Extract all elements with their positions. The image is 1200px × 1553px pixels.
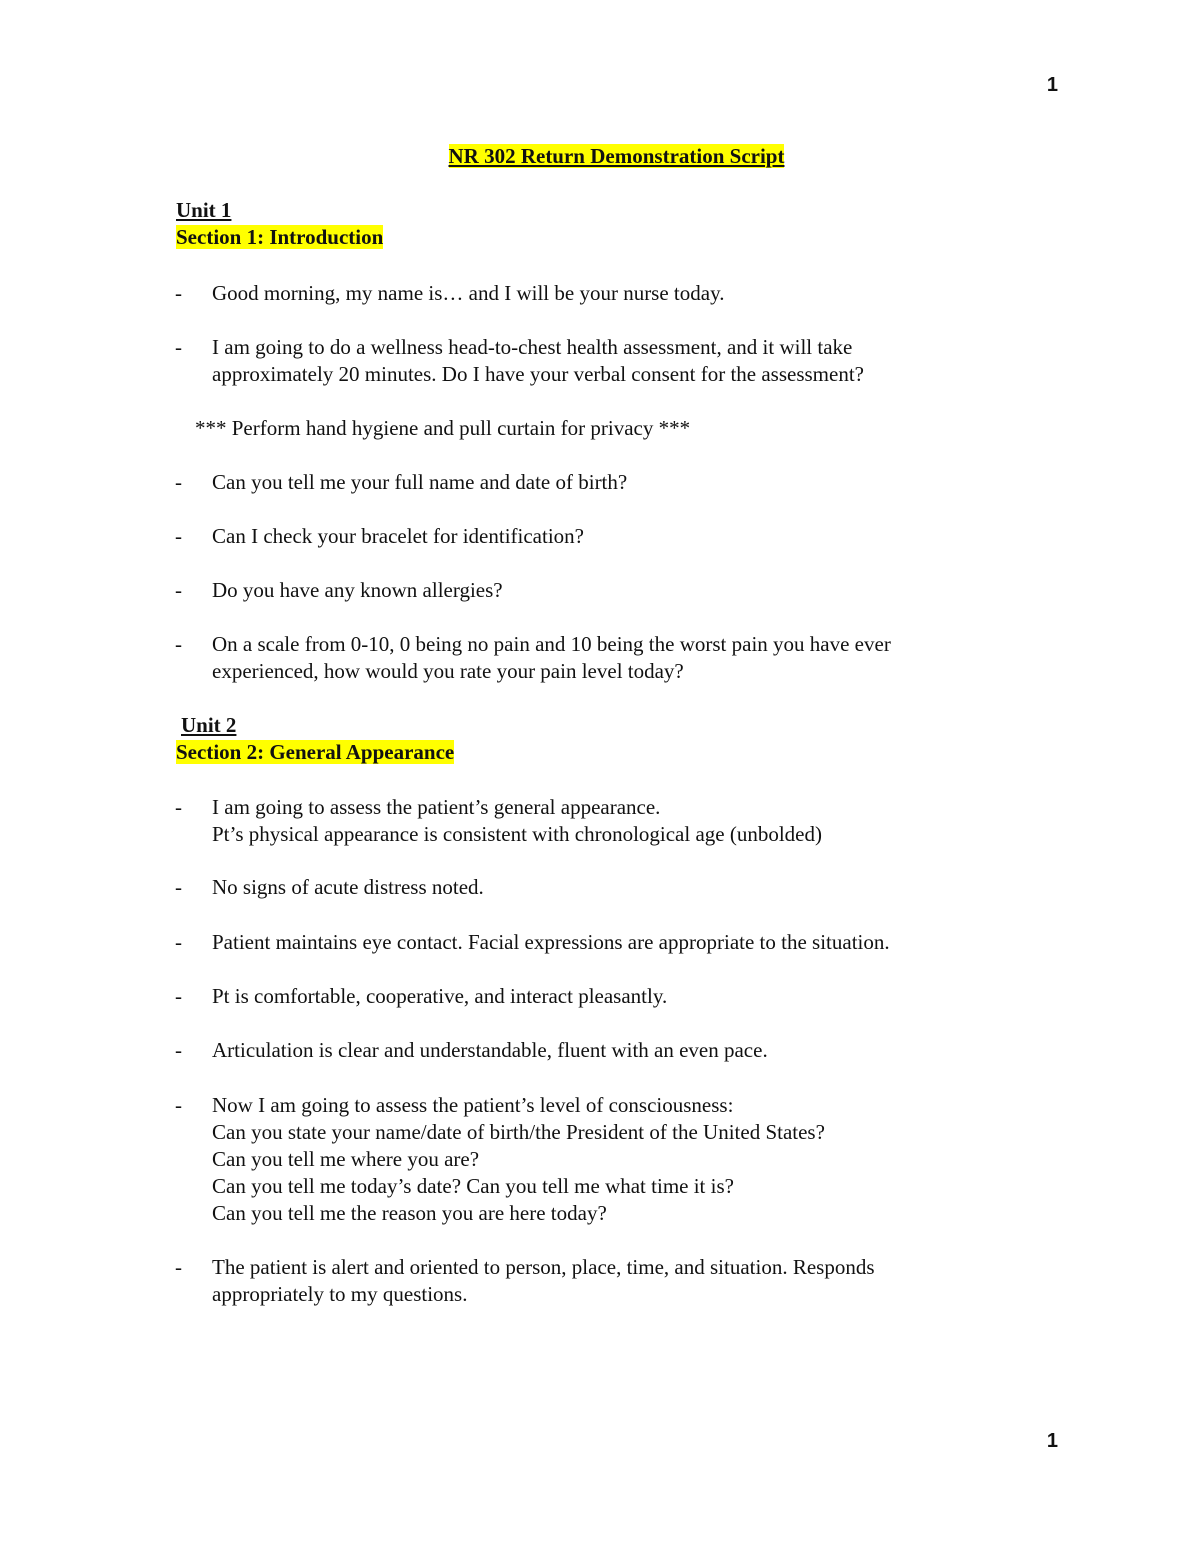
bullet-dash: - bbox=[175, 984, 182, 1008]
bullet-dash: - bbox=[175, 578, 182, 602]
item-line: appropriately to my questions. bbox=[212, 1282, 468, 1306]
item-line: Can you tell me where you are? bbox=[212, 1147, 480, 1171]
list-item bbox=[175, 469, 1035, 496]
item-line: Good morning, my name is… and I will be your nurse today. bbox=[212, 281, 725, 305]
bullet-dash: - bbox=[175, 281, 182, 305]
item-line: On a scale from 0-10, 0 being no pain and 10 being the worst pain you have ever bbox=[212, 632, 891, 656]
item-line: The patient is alert and oriented to person, place, time, and situation. Responds bbox=[212, 1255, 875, 1279]
list-item bbox=[175, 523, 1035, 550]
item-line: Do you have any known allergies? bbox=[212, 578, 503, 602]
item-line: approximately 20 minutes. Do I have your verbal consent for the assessment? bbox=[212, 362, 864, 386]
procedure-note: *** Perform hand hygiene and pull curtain for privacy *** bbox=[195, 416, 691, 440]
item-line: Can you tell me your full name and date of birth? bbox=[212, 470, 628, 494]
item-line: Can I check your bracelet for identification? bbox=[212, 524, 584, 548]
bullet-dash: - bbox=[175, 930, 182, 954]
title-text: NR 302 Return Demonstration Script bbox=[448, 144, 785, 168]
list-item bbox=[175, 1037, 1035, 1064]
list-item bbox=[175, 334, 1035, 388]
item-line: Pt’s physical appearance is consistent with chronological age (unbolded) bbox=[212, 822, 822, 846]
unit-2-label: Unit 2 bbox=[181, 713, 237, 737]
bullet-dash: - bbox=[175, 470, 182, 494]
list-item bbox=[175, 983, 1035, 1010]
bullet-dash: - bbox=[175, 1255, 182, 1279]
section-2-label: Section 2: General Appearance bbox=[176, 740, 455, 764]
item-line: Now I am going to assess the patient’s level of consciousness: bbox=[212, 1093, 734, 1117]
bullet-dash: - bbox=[175, 795, 182, 819]
item-line: Can you tell me today’s date? Can you tell me what time it is? bbox=[212, 1174, 734, 1198]
list-item bbox=[175, 929, 1035, 956]
bullet-dash: - bbox=[175, 1038, 182, 1062]
section-1-label: Section 1: Introduction bbox=[176, 225, 384, 249]
unit-1-label: Unit 1 bbox=[176, 198, 232, 222]
item-line: experienced, how would you rate your pain level today? bbox=[212, 659, 684, 683]
item-line: I am going to assess the patient’s general appearance. bbox=[212, 795, 661, 819]
list-item bbox=[175, 631, 1035, 685]
section-2-heading bbox=[176, 739, 454, 766]
page-number-bottom: 1 bbox=[1046, 1430, 1058, 1452]
bullet-dash: - bbox=[175, 875, 182, 899]
document-title bbox=[0, 143, 1200, 170]
bullet-dash: - bbox=[175, 335, 182, 359]
bullet-dash: - bbox=[175, 1093, 182, 1117]
item-line: Articulation is clear and understandable, fluent with an even pace. bbox=[212, 1038, 768, 1062]
list-item bbox=[175, 1092, 1035, 1227]
list-item bbox=[175, 874, 1035, 901]
item-line: Patient maintains eye contact. Facial expressions are appropriate to the situation. bbox=[212, 930, 890, 954]
item-line: I am going to do a wellness head-to-chest health assessment, and it will take bbox=[212, 335, 853, 359]
item-line: Can you state your name/date of birth/the President of the United States? bbox=[212, 1120, 825, 1144]
bullet-dash: - bbox=[175, 524, 182, 548]
page-number-top: 1 bbox=[1046, 74, 1058, 96]
section-1-heading bbox=[176, 224, 383, 251]
list-item bbox=[175, 1254, 1035, 1308]
item-line: No signs of acute distress noted. bbox=[212, 875, 484, 899]
item-line: Can you tell me the reason you are here today? bbox=[212, 1201, 607, 1225]
list-item bbox=[175, 280, 1035, 307]
list-item bbox=[175, 794, 1035, 848]
bullet-dash: - bbox=[175, 632, 182, 656]
item-line: Pt is comfortable, cooperative, and interact pleasantly. bbox=[212, 984, 668, 1008]
list-item bbox=[175, 577, 1035, 604]
